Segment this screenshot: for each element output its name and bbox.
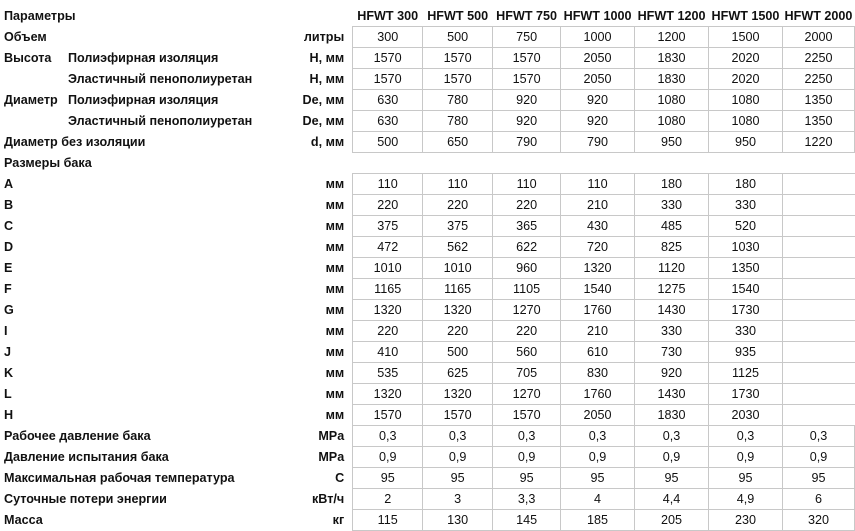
value-cell: 780 (423, 90, 493, 111)
row-unit: мм (325, 176, 345, 191)
row-unit: мм (325, 197, 345, 212)
value-cell (782, 237, 854, 258)
value-cell (782, 363, 854, 384)
param-header: Параметры (4, 8, 76, 23)
value-cell: 830 (561, 363, 635, 384)
value-cell: 1010 (423, 258, 493, 279)
model-header: HFWT 1500 (711, 8, 780, 23)
value-cell: 0,3 (709, 426, 783, 447)
value-cell (782, 384, 854, 405)
value-cell: 220 (423, 195, 493, 216)
value-cell: 1165 (423, 279, 493, 300)
table-row (0, 174, 855, 195)
row-unit: C (335, 470, 345, 485)
value-cell: 220 (423, 321, 493, 342)
value-cell (782, 279, 854, 300)
value-cell: 1500 (709, 27, 783, 48)
value-cell: 4,4 (635, 489, 709, 510)
value-cell: 1320 (561, 258, 635, 279)
value-cell: 950 (709, 132, 783, 153)
value-cell: 110 (423, 174, 493, 195)
value-cell: 0,3 (353, 426, 423, 447)
value-cell: 1105 (493, 279, 561, 300)
value-cell: 330 (709, 195, 783, 216)
row-label-main: J (4, 344, 12, 359)
row-label (0, 258, 283, 279)
row-unit: мм (325, 218, 345, 233)
value-cell: 1220 (782, 132, 854, 153)
value-cell: 2250 (782, 48, 854, 69)
value-cell: 650 (423, 132, 493, 153)
value-cell: 535 (353, 363, 423, 384)
value-cell: 630 (353, 111, 423, 132)
value-cell: 1320 (353, 300, 423, 321)
value-cell: 1350 (709, 258, 783, 279)
value-cell: 6 (782, 489, 854, 510)
model-header: HFWT 1200 (637, 8, 706, 23)
row-unit: мм (325, 386, 345, 401)
value-cell: 920 (493, 111, 561, 132)
model-header: HFWT 1000 (563, 8, 632, 23)
row-unit: литры (303, 29, 345, 44)
value-cell: 1430 (635, 300, 709, 321)
value-cell: 1030 (709, 237, 783, 258)
value-cell: 2 (353, 489, 423, 510)
row-label-main: Давление испытания бака (4, 449, 169, 464)
value-cell: 220 (493, 321, 561, 342)
row-label (0, 447, 283, 468)
value-cell: 562 (423, 237, 493, 258)
value-cell: 1270 (493, 300, 561, 321)
value-cell: 320 (782, 510, 854, 531)
table-row (0, 111, 855, 132)
row-label-main: Диаметр (4, 92, 58, 107)
value-cell: 625 (423, 363, 493, 384)
value-cell: 790 (561, 132, 635, 153)
table-row (0, 90, 855, 111)
row-label-main: B (4, 197, 14, 212)
table-row (0, 258, 855, 279)
row-label-main: A (4, 176, 14, 191)
row-label-main: I (4, 323, 8, 338)
table-row (0, 300, 855, 321)
value-cell: 920 (635, 363, 709, 384)
row-label-main: Рабочее давление бака (4, 428, 151, 443)
value-cell: 825 (635, 237, 709, 258)
row-label (0, 384, 283, 405)
row-label-sub: Полиэфирная изоляция (68, 92, 219, 107)
value-cell: 1350 (782, 90, 854, 111)
row-label (0, 90, 283, 111)
value-cell: 920 (561, 111, 635, 132)
value-cell: 3 (423, 489, 493, 510)
value-cell (353, 153, 423, 174)
value-cell (782, 321, 854, 342)
value-cell: 1570 (353, 69, 423, 90)
row-label-main: K (4, 365, 14, 380)
row-label (0, 132, 283, 153)
table-row (0, 216, 855, 237)
row-label-main: F (4, 281, 12, 296)
row-label (0, 468, 283, 489)
row-label-main: Размеры бака (4, 155, 92, 170)
row-unit: H, мм (309, 50, 345, 65)
row-label (0, 342, 283, 363)
value-cell: 365 (493, 216, 561, 237)
table-row (0, 384, 855, 405)
row-label (0, 426, 283, 447)
value-cell: 3,3 (493, 489, 561, 510)
row-label (0, 195, 283, 216)
row-label-main: L (4, 386, 12, 401)
value-cell: 472 (353, 237, 423, 258)
value-cell: 1080 (709, 111, 783, 132)
table-row (0, 69, 855, 90)
row-label (0, 489, 283, 510)
table-row (0, 342, 855, 363)
value-cell: 920 (493, 90, 561, 111)
value-cell: 935 (709, 342, 783, 363)
row-label-main: Суточные потери энергии (4, 491, 167, 506)
value-cell: 1830 (635, 405, 709, 426)
row-label (0, 216, 283, 237)
table-row (0, 447, 855, 468)
row-label-main: Диаметр без изоляции (4, 134, 146, 149)
row-label-main: Высота (4, 50, 52, 65)
row-unit: d, мм (310, 134, 345, 149)
value-cell: 2050 (561, 69, 635, 90)
table-row (0, 405, 855, 426)
value-cell (782, 216, 854, 237)
value-cell: 1320 (423, 300, 493, 321)
value-cell (782, 174, 854, 195)
value-cell: 485 (635, 216, 709, 237)
row-unit: кВт/ч (312, 491, 345, 506)
table-row (0, 321, 855, 342)
value-cell: 622 (493, 237, 561, 258)
value-cell (782, 153, 854, 174)
value-cell: 115 (353, 510, 423, 531)
value-cell: 110 (561, 174, 635, 195)
value-cell: 560 (493, 342, 561, 363)
row-label (0, 510, 283, 531)
value-cell: 220 (353, 321, 423, 342)
header-row (0, 6, 855, 27)
value-cell: 500 (423, 27, 493, 48)
value-cell: 0,9 (782, 447, 854, 468)
value-cell: 330 (635, 321, 709, 342)
table-row (0, 27, 855, 48)
row-unit: мм (325, 281, 345, 296)
value-cell: 500 (423, 342, 493, 363)
table-row (0, 510, 855, 531)
value-cell: 205 (635, 510, 709, 531)
value-cell: 2050 (561, 405, 635, 426)
table-row (0, 363, 855, 384)
value-cell: 920 (561, 90, 635, 111)
row-unit: мм (325, 323, 345, 338)
value-cell: 1830 (635, 48, 709, 69)
model-header: HFWT 500 (427, 8, 489, 23)
value-cell: 95 (635, 468, 709, 489)
value-cell: 2000 (782, 27, 854, 48)
value-cell: 1570 (493, 405, 561, 426)
row-label (0, 237, 283, 258)
value-cell: 1120 (635, 258, 709, 279)
value-cell: 95 (493, 468, 561, 489)
table-row (0, 237, 855, 258)
row-label-sub: Полиэфирная изоляция (68, 50, 219, 65)
row-unit: мм (325, 239, 345, 254)
value-cell: 610 (561, 342, 635, 363)
value-cell: 95 (353, 468, 423, 489)
row-label-sub: Эластичный пенополиуретан (68, 71, 253, 86)
row-label (0, 300, 283, 321)
value-cell (782, 258, 854, 279)
row-label-main: G (4, 302, 14, 317)
value-cell: 1570 (423, 48, 493, 69)
value-cell: 1270 (493, 384, 561, 405)
value-cell: 1275 (635, 279, 709, 300)
value-cell: 630 (353, 90, 423, 111)
value-cell: 1570 (423, 405, 493, 426)
value-cell (561, 153, 635, 174)
value-cell: 145 (493, 510, 561, 531)
row-unit: MPa (318, 449, 345, 464)
value-cell: 230 (709, 510, 783, 531)
value-cell: 430 (561, 216, 635, 237)
value-cell: 220 (353, 195, 423, 216)
value-cell: 0,9 (561, 447, 635, 468)
row-label (0, 153, 283, 174)
value-cell (782, 195, 854, 216)
value-cell: 95 (561, 468, 635, 489)
table-row (0, 132, 855, 153)
value-cell: 0,9 (709, 447, 783, 468)
value-cell (782, 405, 854, 426)
row-unit: мм (325, 344, 345, 359)
value-cell: 110 (493, 174, 561, 195)
row-label-main: Объем (4, 29, 47, 44)
value-cell: 0,9 (635, 447, 709, 468)
value-cell: 1080 (635, 111, 709, 132)
row-label (0, 174, 283, 195)
row-label-main: D (4, 239, 14, 254)
row-unit: кг (332, 512, 345, 527)
value-cell (709, 153, 783, 174)
value-cell: 1760 (561, 384, 635, 405)
value-cell: 300 (353, 27, 423, 48)
value-cell: 1350 (782, 111, 854, 132)
model-header: HFWT 300 (357, 8, 419, 23)
value-cell: 1080 (635, 90, 709, 111)
value-cell: 730 (635, 342, 709, 363)
value-cell: 1430 (635, 384, 709, 405)
row-label-main: C (4, 218, 14, 233)
value-cell: 1570 (493, 69, 561, 90)
row-label (0, 48, 283, 69)
value-cell: 130 (423, 510, 493, 531)
value-cell: 330 (709, 321, 783, 342)
value-cell: 1570 (353, 48, 423, 69)
row-label (0, 363, 283, 384)
value-cell: 1730 (709, 384, 783, 405)
table-row (0, 426, 855, 447)
model-header: HFWT 2000 (784, 8, 853, 23)
value-cell: 180 (709, 174, 783, 195)
value-cell: 185 (561, 510, 635, 531)
value-cell: 705 (493, 363, 561, 384)
table-row (0, 279, 855, 300)
row-label (0, 279, 283, 300)
value-cell: 210 (561, 195, 635, 216)
row-unit: мм (325, 365, 345, 380)
value-cell: 1570 (353, 405, 423, 426)
model-header: HFWT 750 (496, 8, 558, 23)
value-cell (423, 153, 493, 174)
row-label (0, 321, 283, 342)
unit-header (283, 6, 353, 27)
value-cell: 1200 (635, 27, 709, 48)
value-cell: 0,3 (493, 426, 561, 447)
value-cell: 0,9 (353, 447, 423, 468)
value-cell: 2050 (561, 48, 635, 69)
table-row (0, 489, 855, 510)
value-cell: 720 (561, 237, 635, 258)
value-cell: 1000 (561, 27, 635, 48)
value-cell: 2020 (709, 69, 783, 90)
value-cell: 1080 (709, 90, 783, 111)
row-label-main: Максимальная рабочая температура (4, 470, 235, 485)
value-cell: 1165 (353, 279, 423, 300)
value-cell: 375 (353, 216, 423, 237)
value-cell: 0,3 (635, 426, 709, 447)
table-row (0, 195, 855, 216)
row-label-main: E (4, 260, 13, 275)
row-label (0, 27, 283, 48)
value-cell: 220 (493, 195, 561, 216)
row-label-main: Масса (4, 512, 43, 527)
value-cell: 1540 (561, 279, 635, 300)
value-cell: 2030 (709, 405, 783, 426)
value-cell: 375 (423, 216, 493, 237)
value-cell: 110 (353, 174, 423, 195)
value-cell: 95 (709, 468, 783, 489)
row-unit: De, мм (302, 92, 345, 107)
value-cell: 4 (561, 489, 635, 510)
value-cell: 410 (353, 342, 423, 363)
row-label (0, 111, 283, 132)
value-cell: 2020 (709, 48, 783, 69)
row-label (0, 69, 283, 90)
value-cell: 1010 (353, 258, 423, 279)
value-cell: 0,3 (561, 426, 635, 447)
value-cell: 790 (493, 132, 561, 153)
row-unit (283, 153, 353, 174)
value-cell: 0,9 (493, 447, 561, 468)
value-cell: 1540 (709, 279, 783, 300)
value-cell: 95 (782, 468, 854, 489)
value-cell: 210 (561, 321, 635, 342)
value-cell: 950 (635, 132, 709, 153)
value-cell (782, 300, 854, 321)
value-cell: 1730 (709, 300, 783, 321)
value-cell: 1125 (709, 363, 783, 384)
value-cell: 180 (635, 174, 709, 195)
value-cell: 1320 (353, 384, 423, 405)
value-cell: 780 (423, 111, 493, 132)
row-unit: H, мм (309, 71, 345, 86)
value-cell: 0,3 (423, 426, 493, 447)
spec-table (0, 6, 855, 531)
row-unit: мм (325, 407, 345, 422)
value-cell: 520 (709, 216, 783, 237)
row-unit: MPa (318, 428, 345, 443)
value-cell: 1570 (423, 69, 493, 90)
table-row (0, 48, 855, 69)
value-cell: 1760 (561, 300, 635, 321)
value-cell: 330 (635, 195, 709, 216)
row-label-sub: Эластичный пенополиуретан (68, 113, 253, 128)
value-cell (782, 342, 854, 363)
value-cell: 1570 (493, 48, 561, 69)
row-unit: мм (325, 260, 345, 275)
value-cell: 750 (493, 27, 561, 48)
value-cell: 95 (423, 468, 493, 489)
value-cell: 500 (353, 132, 423, 153)
value-cell: 1320 (423, 384, 493, 405)
table-row (0, 468, 855, 489)
value-cell: 0,3 (782, 426, 854, 447)
value-cell: 960 (493, 258, 561, 279)
value-cell: 4,9 (709, 489, 783, 510)
value-cell: 0,9 (423, 447, 493, 468)
value-cell (493, 153, 561, 174)
value-cell: 1830 (635, 69, 709, 90)
table-row (0, 153, 855, 174)
row-unit: мм (325, 302, 345, 317)
value-cell (635, 153, 709, 174)
row-label (0, 405, 283, 426)
value-cell: 2250 (782, 69, 854, 90)
row-label-main: H (4, 407, 14, 422)
row-unit: De, мм (302, 113, 345, 128)
